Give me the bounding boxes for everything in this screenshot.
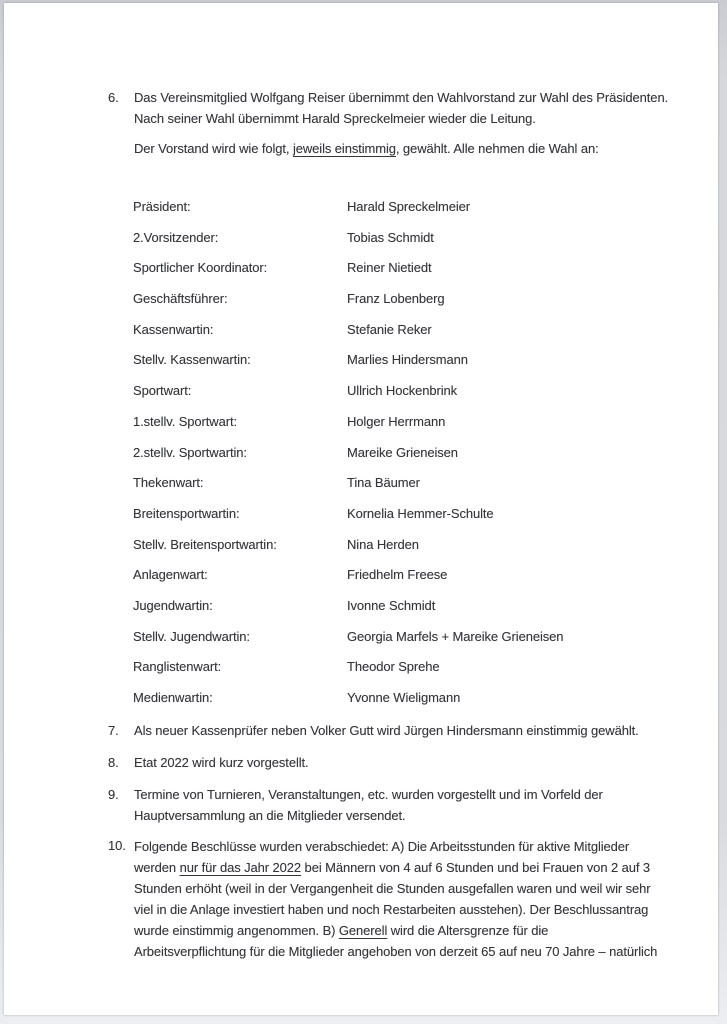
board-row <box>133 412 673 443</box>
board-name: Nina Herden <box>347 536 419 552</box>
item-number: 7. <box>108 723 119 738</box>
board-role: Sportwart: <box>133 383 192 399</box>
board-name: Friedhelm Freese <box>347 567 448 583</box>
board-row <box>133 228 673 259</box>
item-number: 9. <box>108 787 119 802</box>
board-role: Jugendwartin: <box>133 597 213 613</box>
board-role: Medienwartin: <box>133 690 213 705</box>
board-name: Mareike Grieneisen <box>347 444 458 460</box>
board-role: Sportlicher Koordinator: <box>133 260 268 276</box>
item-number: 8. <box>108 755 119 770</box>
board-role: Präsident: <box>133 199 191 214</box>
intro-underlined: jeweils einstimmig <box>292 141 396 156</box>
board-row <box>133 197 673 228</box>
item-number: 10. <box>108 838 126 853</box>
board-role: 2.stellv. Sportwartin: <box>133 444 247 460</box>
line2-pre: werden <box>134 860 180 875</box>
board-name: Franz Lobenberg <box>347 291 445 307</box>
line5-post: wird die Altersgrenze für die <box>387 923 549 938</box>
board-row <box>133 657 673 688</box>
board-row <box>133 443 673 474</box>
board-row <box>133 627 673 658</box>
board-name: Yvonne Wieligmann <box>347 690 461 705</box>
board-role: Ranglistenwart: <box>133 659 222 675</box>
item10-line-5 <box>134 920 668 941</box>
item6-line-1: Das Vereinsmitglied Wolfgang Reiser übernimmt den Wahlvorstand zur Wahl des Präsidenten. <box>134 90 669 105</box>
agenda-item-10 <box>108 836 668 962</box>
board-row <box>133 289 673 320</box>
board-role: Kassenwartin: <box>133 321 214 337</box>
item7-line-1: Als neuer Kassenprüfer neben Volker Gutt wird Jürgen Hindersmann einstimmig gewählt. <box>134 723 639 738</box>
item10-line-1: Folgende Beschlüsse wurden verabschiedet: A) Die Arbeitsstunden für aktive Mitglieder <box>134 839 630 854</box>
board-name: Stefanie Reker <box>347 321 432 337</box>
intro-pre: Der Vorstand wird wie folgt, <box>134 141 293 156</box>
elected-board-list <box>133 197 673 719</box>
item9-line-2: Hauptversammlung an die Mitglieder versendet. <box>134 807 406 823</box>
board-name: Harald Spreckelmeier <box>347 199 470 214</box>
board-row <box>133 535 673 566</box>
line5-pre: wurde einstimmig angenommen. B) <box>134 923 339 938</box>
item10-line-2 <box>134 857 668 878</box>
board-name: Tobias Schmidt <box>347 229 434 245</box>
document-page <box>4 3 718 1015</box>
line2-post: bei Männern von 4 auf 6 Stunden und bei Frauen von 2 auf 3 <box>301 860 651 875</box>
board-role: Stellv. Kassenwartin: <box>133 352 251 368</box>
board-role: Stellv. Jugendwartin: <box>133 628 250 644</box>
item10-line-3: Stunden erhöht (weil in der Vergangenheit die Stunden ausgefallen waren und weil wir sehr <box>134 881 651 896</box>
board-name: Tina Bäumer <box>347 475 420 491</box>
board-role: Breitensportwartin: <box>133 505 240 521</box>
board-role: 1.stellv. Sportwart: <box>133 413 237 429</box>
agenda-item-9 <box>108 785 668 826</box>
board-row <box>133 504 673 535</box>
board-role: Geschäftsführer: <box>133 291 228 307</box>
board-row <box>133 381 673 412</box>
board-name: Theodor Sprehe <box>347 659 440 675</box>
board-name: Georgia Marfels + Mareike Grieneisen <box>347 628 564 644</box>
board-row <box>133 320 673 351</box>
board-row <box>133 688 673 719</box>
board-row <box>133 350 673 381</box>
board-name: Holger Herrmann <box>347 413 446 429</box>
intro-post: , gewählt. Alle nehmen die Wahl an: <box>395 141 599 156</box>
item8-line-1: Etat 2022 wird kurz vorgestellt. <box>134 755 309 770</box>
board-intro-line <box>134 139 668 160</box>
board-role: 2.Vorsitzender: <box>133 229 219 245</box>
board-name: Reiner Nietiedt <box>347 260 432 276</box>
line2-underlined: nur für das Jahr 2022 <box>179 860 302 875</box>
agenda-item-8 <box>108 753 668 774</box>
line5-underlined: Generell <box>338 923 388 938</box>
board-role: Anlagenwart: <box>133 567 208 583</box>
agenda-item-6 <box>108 88 668 129</box>
agenda-item-6-paragraph-2 <box>108 139 668 160</box>
item10-line-4: viel in die Anlage investiert haben und noch Restarbeiten ausstehen). Der Beschlussantrag <box>134 902 649 917</box>
item10-line-6: Arbeitsverpflichtung für die Mitglieder angehoben von derzeit 65 auf neu 70 Jahre – natürlich <box>134 944 658 959</box>
board-role: Stellv. Breitensportwartin: <box>133 536 277 552</box>
item9-line-1: Termine von Turnieren, Veranstaltungen, etc. wurden vorgestellt und im Vorfeld der <box>134 787 603 802</box>
item6-line-2: Nach seiner Wahl übernimmt Harald Spreckelmeier wieder die Leitung. <box>134 110 536 126</box>
board-name: Ullrich Hockenbrink <box>347 383 458 399</box>
board-name: Marlies Hindersmann <box>347 352 468 368</box>
board-name: Kornelia Hemmer-Schulte <box>347 505 494 521</box>
board-role: Thekenwart: <box>133 475 204 491</box>
board-row <box>133 473 673 504</box>
agenda-item-7 <box>108 721 668 742</box>
board-name: Ivonne Schmidt <box>347 597 436 613</box>
item-number: 6. <box>108 90 119 105</box>
board-row <box>133 258 673 289</box>
board-row <box>133 565 673 596</box>
board-row <box>133 596 673 627</box>
